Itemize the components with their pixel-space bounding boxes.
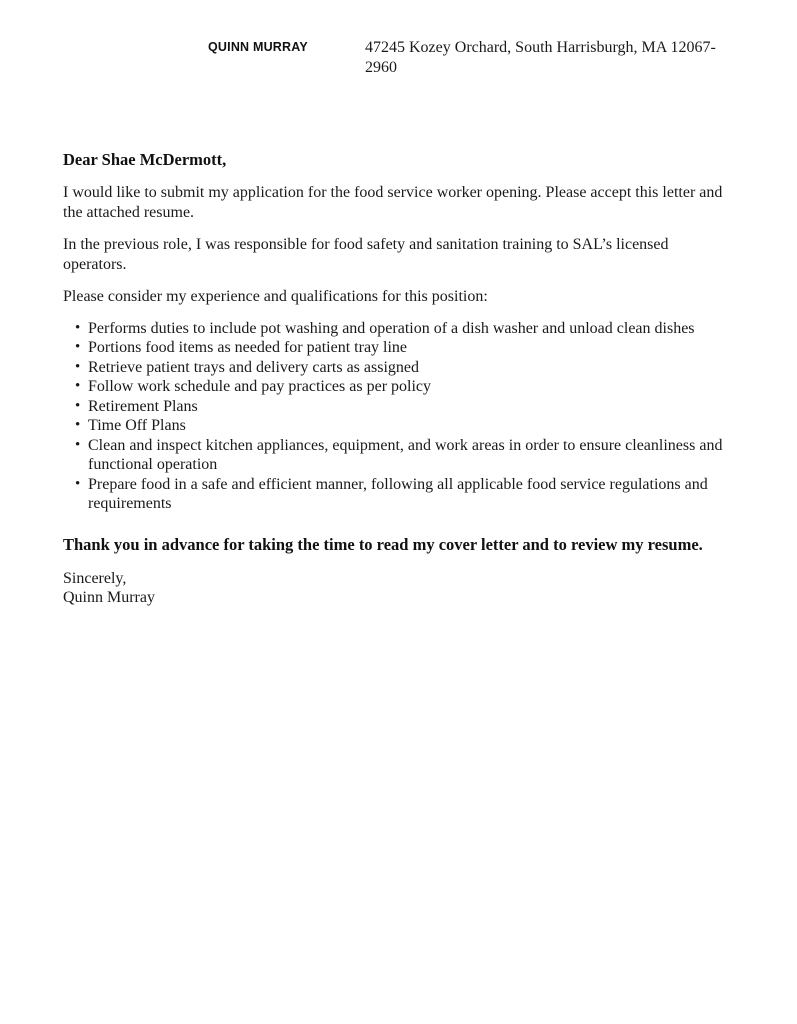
- signoff-word: Sincerely,: [63, 569, 127, 587]
- closing-statement: Thank you in advance for taking the time to read my cover letter and to review my resume.: [63, 534, 703, 554]
- list-item: • Portions food items as needed for patient tray line: [63, 338, 735, 358]
- list-item: • Prepare food in a safe and efficient manner, following all applicable food service regulations and requirements: [63, 475, 735, 514]
- sender-name: QUINN MURRAY: [208, 40, 308, 54]
- list-item: • Retirement Plans: [63, 397, 735, 417]
- body-paragraph-1: I would like to submit my application for the food service worker opening. Please accept this letter and the attached resume.: [63, 184, 723, 221]
- list-item: • Time Off Plans: [63, 416, 735, 436]
- body-paragraph-2: In the previous role, I was responsible for food safety and sanitation training to SAL’s licensed operators.: [63, 236, 669, 273]
- list-item: • Retrieve patient trays and delivery carts as assigned: [63, 358, 735, 378]
- sender-address: 47245 Kozey Orchard, South Harrisburgh, MA 12067-2960: [365, 39, 716, 76]
- list-item: • Performs duties to include pot washing and operation of a dish washer and unload clean dishes: [63, 319, 735, 339]
- salutation: Dear Shae McDermott,: [63, 150, 227, 169]
- signature-block: [63, 569, 735, 608]
- qualifications-list: [63, 319, 735, 514]
- body-paragraph-3: Please consider my experience and qualifications for this position:: [63, 288, 488, 305]
- list-item: • Clean and inspect kitchen appliances, equipment, and work areas in order to ensure cleanliness and functional operation: [63, 436, 735, 475]
- signoff-name: Quinn Murray: [63, 589, 155, 606]
- letter-body: [63, 150, 735, 608]
- list-item: • Follow work schedule and pay practices as per policy: [63, 377, 735, 397]
